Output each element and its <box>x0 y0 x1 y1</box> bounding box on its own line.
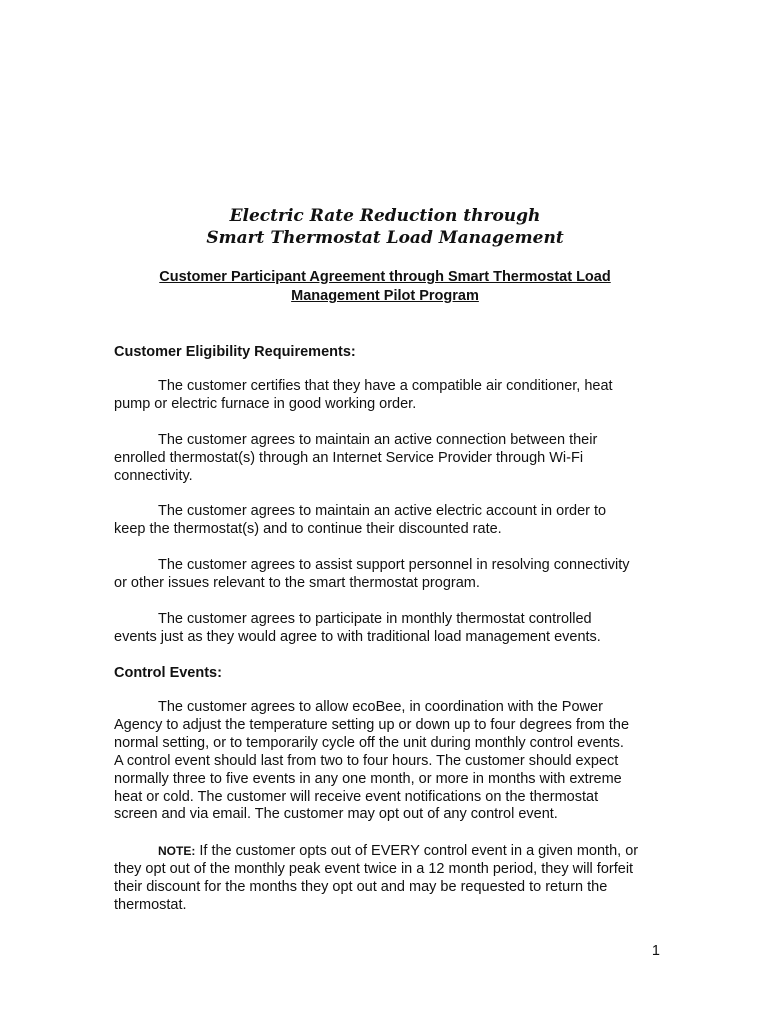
eligibility-heading: Customer Eligibility Requirements: <box>114 344 356 360</box>
eligibility-paragraph-4 <box>114 557 674 593</box>
page-number: 1 <box>651 943 660 959</box>
note-label: NOTE: <box>158 844 196 858</box>
document-title-line-1: Electric Rate Reduction through <box>229 206 541 226</box>
eligibility-paragraph-1 <box>114 378 674 414</box>
eligibility-paragraph-5-text: The customer agrees to participate in monthly thermostat controlled events just as they would agree to with traditional load management events. <box>114 611 601 645</box>
eligibility-paragraph-2 <box>114 432 674 486</box>
eligibility-paragraph-5 <box>114 611 674 647</box>
document-title-line-2: Smart Thermostat Load Management <box>206 228 564 248</box>
agreement-subtitle-line-1: Customer Participant Agreement through Smart Thermostat Load <box>159 269 611 285</box>
control-events-paragraph <box>114 699 674 824</box>
eligibility-paragraph-4-text: The customer agrees to assist support personnel in resolving connectivity or other issues relevant to the smart thermostat program. <box>114 557 630 591</box>
eligibility-paragraph-2-text: The customer agrees to maintain an active connection between their enrolled thermostat(s) through an Internet Service Provider through Wi-Fi connectivity. <box>114 432 598 484</box>
eligibility-paragraph-1-text: The customer certifies that they have a compatible air conditioner, heat pump or electric furnace in good working order. <box>114 378 613 412</box>
note-paragraph <box>114 843 674 915</box>
control-events-paragraph-text: The customer agrees to allow ecoBee, in coordination with the Power Agency to adjust the temperature setting up or down up to four degrees from the normal setting, or to temporarily cycle off the unit during monthly control events. A control event should last from two to four hours. The customer should expect normally three to five events in any one month, or more in months with extreme heat or cold. The customer will receive event notifications on the thermostat screen and via email. The customer may opt out of any control event. <box>114 699 630 823</box>
agreement-subtitle-line-2: Management Pilot Program <box>291 288 479 304</box>
control-events-heading: Control Events: <box>114 665 222 681</box>
note-text: If the customer opts out of EVERY control event in a given month, or they opt out of the monthly peak event twice in a 12 month period, they will forfeit their discount for the months they opt out and may be requested to return the thermostat. <box>114 843 639 913</box>
eligibility-paragraph-3 <box>114 503 674 539</box>
eligibility-paragraph-3-text: The customer agrees to maintain an active electric account in order to keep the thermostat(s) and to continue their discounted rate. <box>114 503 607 537</box>
